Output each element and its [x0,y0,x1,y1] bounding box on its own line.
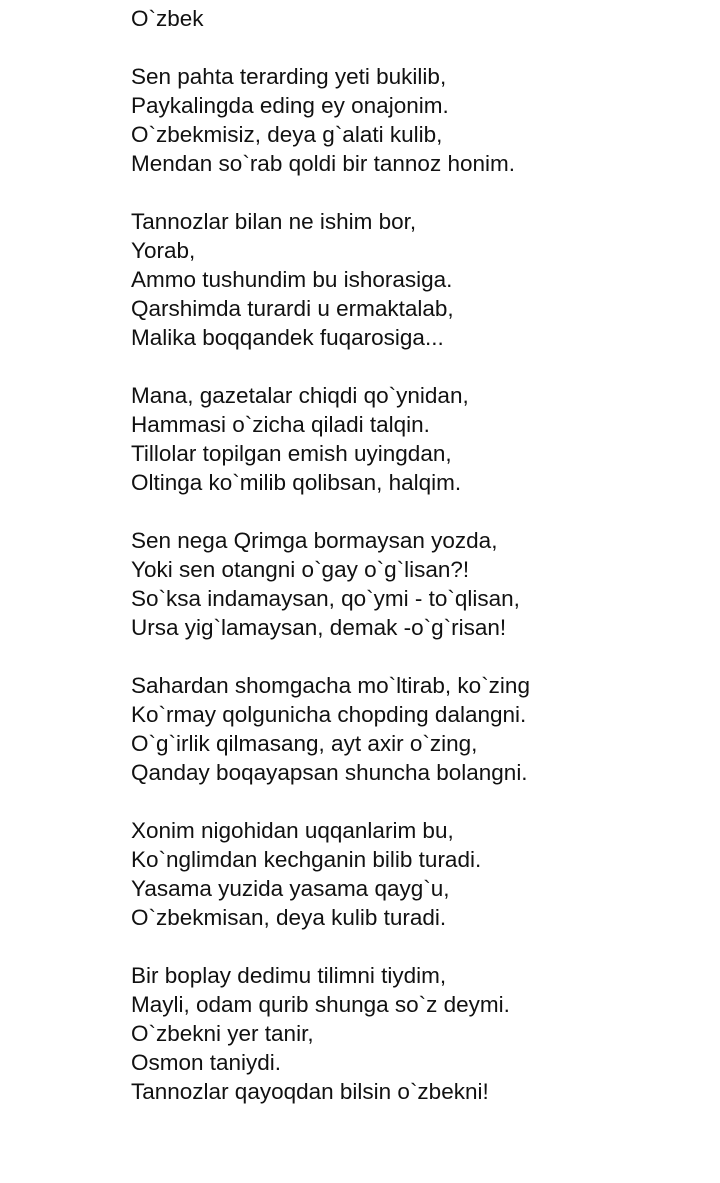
stanza-7 [131,961,711,1106]
stanza-5 [131,671,711,787]
poem-title: O`zbek [131,6,204,31]
poem-line: Yasama yuzida yasama qayg`u, [131,876,450,901]
poem-line: Mendan so`rab qoldi bir tannoz honim. [131,151,515,176]
stanza-4 [131,526,711,642]
poem-line: Bir boplay dedimu tilimni tiydim, [131,963,447,988]
poem-line: Osmon taniydi. [131,1050,282,1075]
poem-line: Tannozlar qayoqdan bilsin o`zbekni! [131,1079,489,1104]
poem-line: Oltinga ko`milib qolibsan, halqim. [131,470,462,495]
poem-line: Tillolar topilgan emish uyingdan, [131,441,452,466]
poem-line: Sen pahta terarding yeti bukilib, [131,64,447,89]
poem-line: Hammasi o`zicha qiladi talqin. [131,412,430,437]
stanza-6 [131,816,711,932]
poem-line: Tannozlar bilan ne ishim bor, [131,209,417,234]
poem-line: Mana, gazetalar chiqdi qo`ynidan, [131,383,469,408]
poem-line: O`zbekni yer tanir, [131,1021,314,1046]
poem-line: Qanday boqayapsan shuncha bolangni. [131,760,528,785]
poem-line: O`zbekmisan, deya kulib turadi. [131,905,447,930]
poem-line: Paykalingda eding ey onajonim. [131,93,449,118]
poem-line: So`ksa indamaysan, qo`ymi - to`qlisan, [131,586,520,611]
poem-line: Sahardan shomgacha mo`ltirab, ko`zing [131,673,530,698]
stanza-2 [131,207,711,352]
poem-line: Ko`nglimdan kechganin bilib turadi. [131,847,482,872]
poem-line: Xonim nigohidan uqqanlarim bu, [131,818,454,843]
poem-line: Malika boqqandek fuqarosiga... [131,325,444,350]
poem-line: Yorab, [131,238,196,263]
poem-line: Ko`rmay qolgunicha chopding dalangni. [131,702,527,727]
poem-line: Qarshimda turardi u ermaktalab, [131,296,454,321]
poem-line: O`zbekmisiz, deya g`alati kulib, [131,122,443,147]
poem-line: Ursa yig`lamaysan, demak -o`g`risan! [131,615,507,640]
poem-line: Ammo tushundim bu ishorasiga. [131,267,453,292]
poem-line: Sen nega Qrimga bormaysan yozda, [131,528,498,553]
poem-document [131,4,711,1106]
poem-line: Yoki sen otangni o`gay o`g`lisan?! [131,557,470,582]
stanza-1 [131,62,711,178]
stanza-3 [131,381,711,497]
poem-line: Mayli, odam qurib shunga so`z deymi. [131,992,510,1017]
poem-line: O`g`irlik qilmasang, ayt axir o`zing, [131,731,478,756]
